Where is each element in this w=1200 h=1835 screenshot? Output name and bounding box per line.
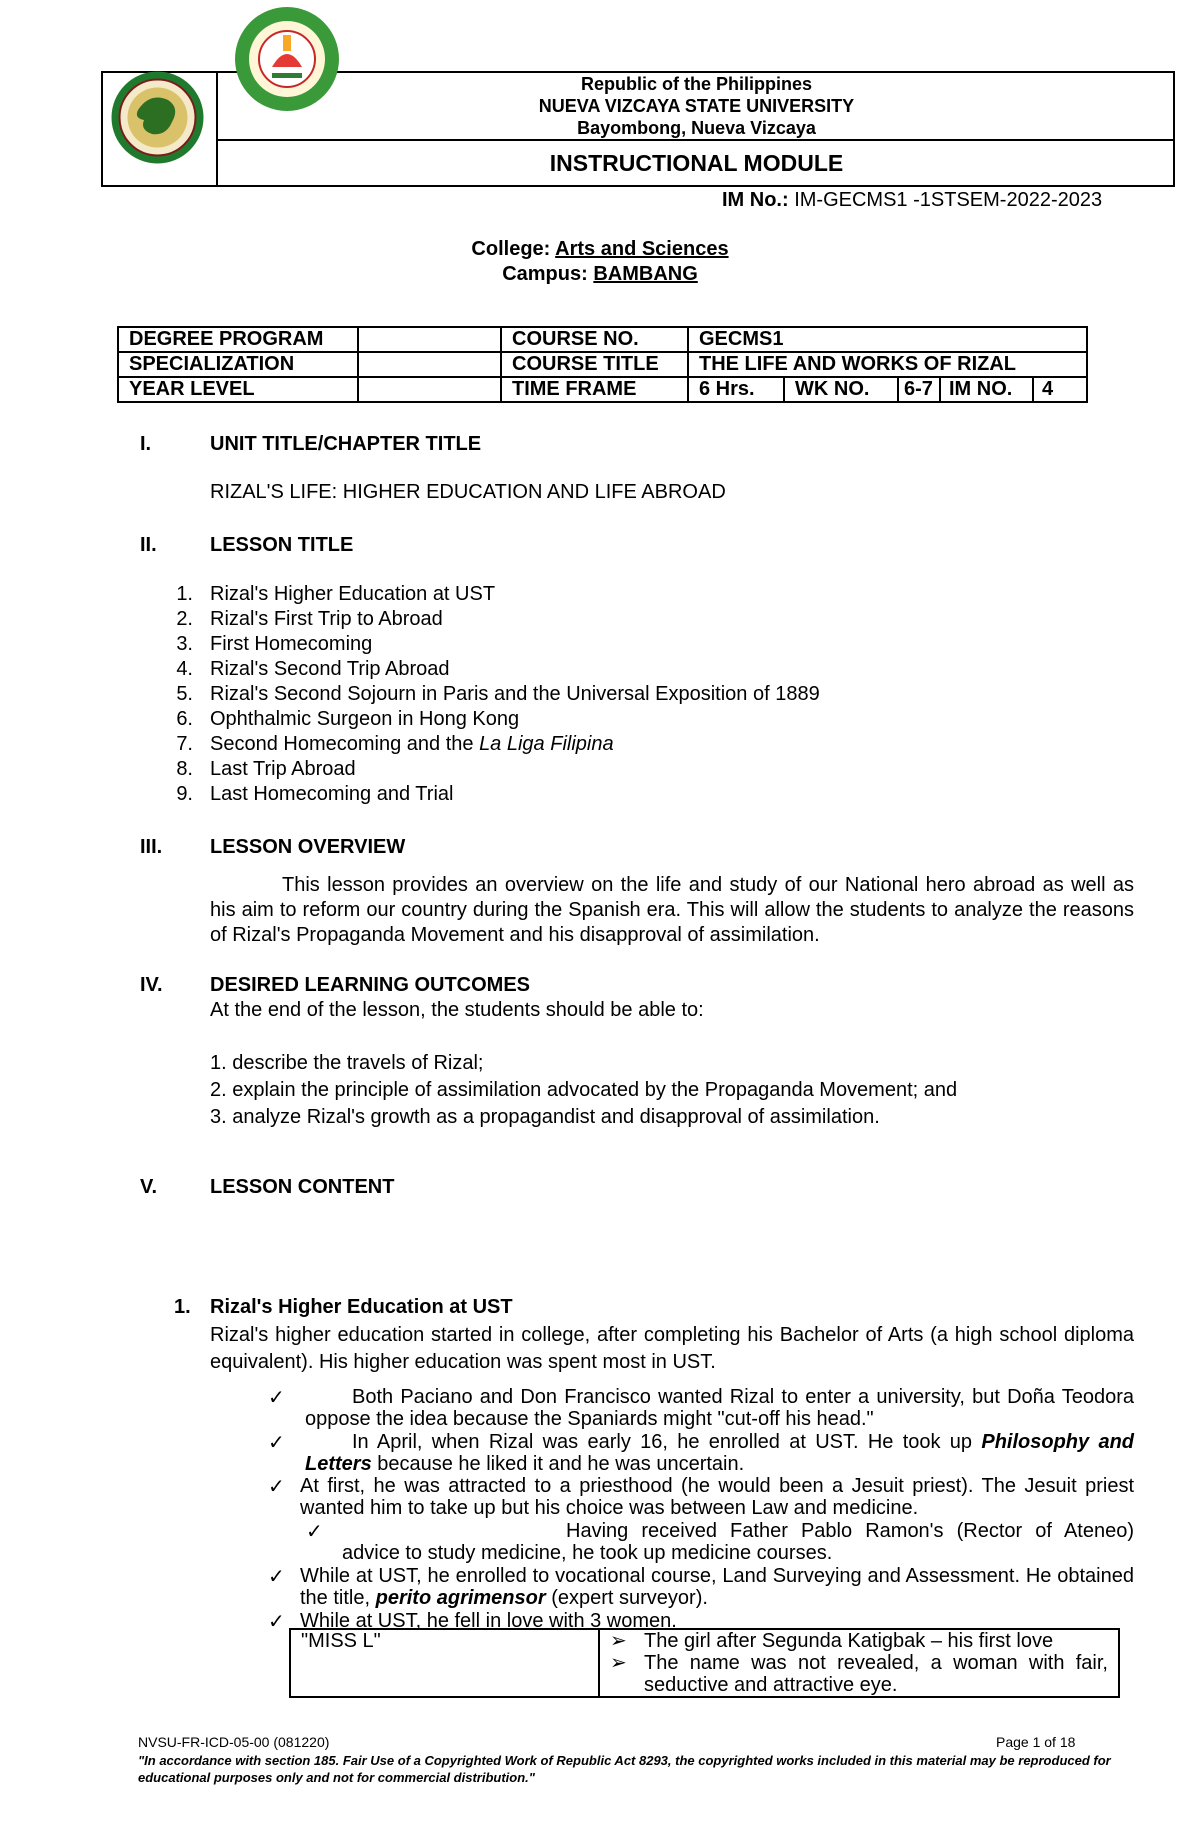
women-table-name: "MISS L" (290, 1629, 599, 1697)
course-title-label: COURSE TITLE (501, 352, 688, 377)
section-1-title: UNIT TITLE/CHAPTER TITLE (210, 433, 482, 455)
list-item-number: 9. (176, 783, 193, 805)
bullet-emphasis: perito agrimensor (375, 1587, 546, 1609)
list-item-number: 8. (176, 758, 193, 780)
check-icon: ✓ (268, 1432, 285, 1454)
im-no-label: IM NO. (940, 377, 1033, 402)
page-number: Page 1 of 18 (996, 1734, 1076, 1750)
bullet-text (300, 1565, 1134, 1609)
check-icon: ✓ (268, 1387, 285, 1409)
time-frame-label: TIME FRAME (501, 377, 688, 402)
women-table-details (599, 1629, 1119, 1697)
degree-program-value (358, 327, 501, 352)
check-icon: ✓ (268, 1611, 285, 1633)
detail-text: The girl after Segunda Katigbak – his first love (644, 1630, 1054, 1652)
outcome-item: 1. describe the travels of Rizal; (210, 1052, 484, 1074)
bullet-text: At first, he was attracted to a priesthood (he would been a Jesuit priest). The Jesuit priest wanted him to take up but his choice was between Law and medicine. (300, 1475, 1134, 1519)
header-university: NUEVA VIZCAYA STATE UNIVERSITY (538, 96, 855, 116)
campus-value: BAMBANG (593, 263, 698, 285)
section-5-title: LESSON CONTENT (210, 1176, 395, 1198)
check-icon: ✓ (306, 1521, 323, 1543)
section-5-number: V. (140, 1176, 158, 1198)
bullet-text-part: While at UST, he enrolled to vocational course, Land Surveying and Assessment. He obtained the title, (300, 1565, 1134, 1609)
campus-line (0, 263, 1200, 286)
list-item-number: 7. (176, 733, 193, 755)
year-level-label: YEAR LEVEL (118, 377, 358, 402)
header-republic: Republic of the Philippines (580, 74, 812, 94)
list-item: Rizal's Higher Education at UST (210, 583, 496, 605)
check-icon: ✓ (268, 1476, 285, 1498)
campus-label: Campus: (502, 263, 588, 285)
module-title: INSTRUCTIONAL MODULE (549, 150, 844, 176)
im-number-label: IM No.: (722, 189, 789, 211)
im-number-value: IM-GECMS1 -1STSEM-2022-2023 (788, 189, 1103, 211)
list-item-number: 4. (176, 658, 193, 680)
section-2-title: LESSON TITLE (210, 534, 354, 556)
outcome-item: 3. analyze Rizal's growth as a propagandist and disapproval of assimilation. (210, 1106, 880, 1128)
subsection-intro: Rizal's higher education started in college, after completing his Bachelor of Arts (a high school diploma equivalent). His higher education was spent most in UST. (210, 1324, 1134, 1373)
course-no-value: GECMS1 (688, 327, 1087, 352)
header-location: Bayombong, Nueva Vizcaya (577, 118, 816, 138)
degree-program-label: DEGREE PROGRAM (118, 327, 358, 352)
subsection-title: Rizal's Higher Education at UST (210, 1296, 513, 1318)
im-no-value: 4 (1033, 377, 1087, 402)
detail-row (610, 1652, 1108, 1696)
list-item-number: 3. (176, 633, 193, 655)
outcomes-intro: At the end of the lesson, the students should be able to: (210, 999, 704, 1021)
section-3-number: III. (140, 836, 163, 858)
bullet-text: Having received Father Pablo Ramon's (Rector of Ateneo) advice to study medicine, he took up medicine courses. (342, 1520, 1134, 1564)
wk-no-label: WK NO. (784, 377, 898, 402)
course-info-table (117, 326, 1088, 403)
check-icon: ✓ (268, 1566, 285, 1588)
bullet-emphasis: Philosophy and Letters (305, 1431, 1134, 1475)
women-table (289, 1628, 1120, 1698)
section-1-number: I. (140, 433, 152, 455)
lesson-overview-text: This lesson provides an overview on the life and study of our National hero abroad as well as his aim to reform our country during the Spanish era. This will allow the students to analyze the reasons of Rizal's Propaganda Movement and his disapproval of assimilation. (210, 874, 1134, 946)
section-4-number: IV. (140, 974, 163, 996)
bullet-text: While at UST, he fell in love with 3 women. (300, 1610, 677, 1632)
list-item: First Homecoming (210, 633, 373, 655)
bullet-text-part: In April, when Rizal was early 16, he enrolled at UST. He took up (352, 1431, 982, 1453)
list-item-text: Second Homecoming and the (210, 733, 480, 755)
list-item: Rizal's First Trip to Abroad (210, 608, 443, 630)
wk-no-value: 6-7 (898, 377, 940, 402)
year-level-value (358, 377, 501, 402)
form-number: NVSU-FR-ICD-05-00 (081220) (138, 1734, 330, 1750)
unit-title: RIZAL'S LIFE: HIGHER EDUCATION AND LIFE ABROAD (210, 481, 726, 503)
college-label: College: (471, 238, 551, 260)
course-no-label: COURSE NO. (501, 327, 688, 352)
section-4-title: DESIRED LEARNING OUTCOMES (210, 974, 531, 996)
list-item-number: 1. (176, 583, 193, 605)
list-item: Rizal's Second Sojourn in Paris and the Universal Exposition of 1889 (210, 683, 820, 705)
arrow-icon: ➢ (610, 1652, 627, 1674)
detail-row (610, 1630, 1108, 1652)
section-2-number: II. (140, 534, 157, 556)
course-title-value: THE LIFE AND WORKS OF RIZAL (688, 352, 1087, 377)
header-divider (216, 139, 1175, 141)
college-value: Arts and Sciences (555, 238, 729, 260)
list-item: Rizal's Second Trip Abroad (210, 658, 450, 680)
bullet-text-part: (expert surveyor). (545, 1587, 708, 1609)
list-item-number: 2. (176, 608, 193, 630)
section-3-title: LESSON OVERVIEW (210, 836, 406, 858)
list-item-number: 5. (176, 683, 193, 705)
bullet-text: Both Paciano and Don Francisco wanted Rizal to enter a university, but Doña Teodora oppose the idea because the Spaniards might "cut-off his head." (305, 1386, 1134, 1430)
specialization-value (358, 352, 501, 377)
list-item-number: 6. (176, 708, 193, 730)
list-item: Ophthalmic Surgeon in Hong Kong (210, 708, 520, 730)
detail-text: The name was not revealed, a woman with fair, seductive and attractive eye. (644, 1652, 1108, 1696)
college-line (0, 238, 1200, 261)
nvsu-seal-logo (110, 70, 205, 165)
bullet-text (305, 1431, 1134, 1475)
list-item (210, 733, 614, 756)
outcome-item: 2. explain the principle of assimilation advocated by the Propaganda Movement; and (210, 1079, 958, 1101)
specialization-label: SPECIALIZATION (118, 352, 358, 377)
list-item-italic: La Liga Filipina (479, 733, 614, 755)
bullet-text-part: because he liked it and he was uncertain. (371, 1453, 745, 1475)
list-item: Last Homecoming and Trial (210, 783, 454, 805)
im-number (722, 189, 1102, 212)
time-frame-value: 6 Hrs. (688, 377, 784, 402)
list-item: Last Trip Abroad (210, 758, 356, 780)
subsection-number: 1. (174, 1296, 191, 1318)
copyright-note: "In accordance with section 185. Fair Use of a Copyrighted Work of Republic Act 8293, the copyrighted works included in this material may be reproduced for educational purposes only and not for commercial distribution." (138, 1753, 1111, 1785)
arrow-icon: ➢ (610, 1630, 627, 1652)
